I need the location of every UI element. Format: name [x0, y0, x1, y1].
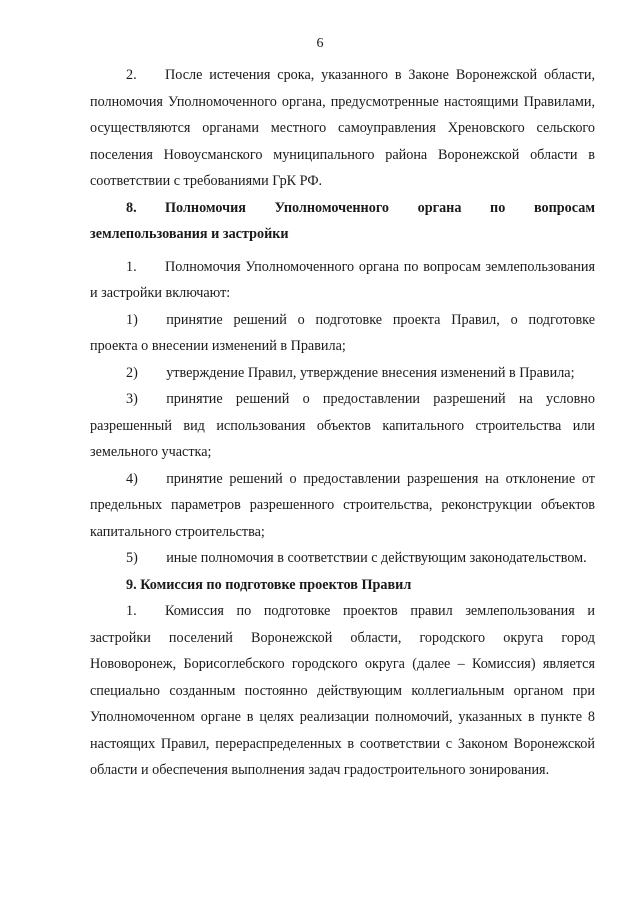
document-body [90, 62, 595, 784]
section8-item-3: 3) принятие решений о предоставлении разрешений на условно разрешенный вид использования объектов капитального строительства или земельного участка; [90, 391, 595, 460]
section7-paragraph-2: 2. После истечения срока, указанного в Законе Воронежской области, полномочия Уполномоченного органа, предусмотренные настоящими Правилами, осуществляются органами местного самоуправления Хреновского сельского поселения Новоусманского муниципального района Воронежской области в соответствии с требованиями ГрК РФ. [90, 67, 595, 189]
section9-heading: 9. Комиссия по подготовке проектов Правил [126, 576, 412, 593]
section8-item-4: 4) принятие решений о предоставлении разрешения на отклонение от предельных параметров разрешенного строительства, реконструкции объектов капитального строительства; [90, 470, 595, 540]
section9-paragraph-1: 1. Комиссия по подготовке проектов правил землепользования и застройки поселений Воронежской области, городского округа город Нововоронеж, Борисоглебского городского округа (далее – Комиссия) является специально созданным постоянно действующим коллегиальным органом при Уполномоченном органе в целях реализации полномочий, указанных в пункте 8 настоящих Правил, перераспределенных в соответствии с Законом Воронежской области и обеспечения выполнения задач градостроительного зонирования. [90, 603, 595, 778]
section8-paragraph-1: 1. Полномочия Уполномоченного органа по вопросам землепользования и застройки включают: [90, 258, 595, 301]
section8-item-2: 2) утверждение Правил, утверждение внесения изменений в Правила; [126, 364, 575, 381]
section8-item-1: 1) принятие решений о подготовке проекта Правил, о подготовке проекта о внесении изменений в Правила; [90, 311, 595, 354]
section8-heading: 8. Полномочия Уполномоченного органа по вопросам землепользования и застройки [90, 199, 595, 242]
page-number: 6 [316, 36, 324, 51]
section8-item-5: 5) иные полномочия в соответствии с действующим законодательством. [126, 550, 587, 566]
